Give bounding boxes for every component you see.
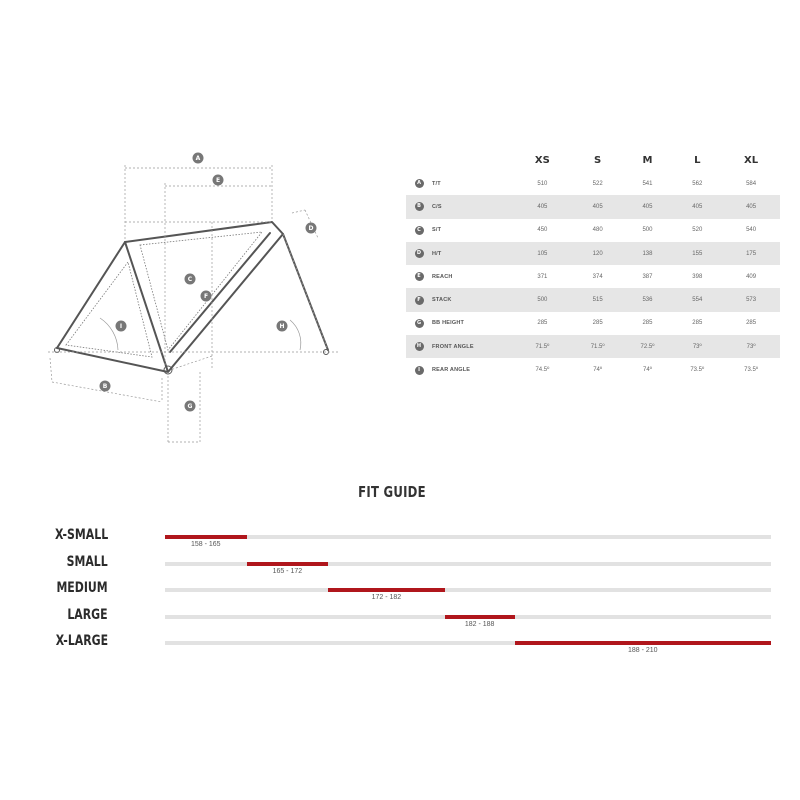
- dimension-label-h: H: [279, 323, 285, 331]
- row-parameter-name: STACK: [432, 288, 512, 311]
- row-value-cell: 405: [672, 195, 722, 218]
- fit-size-label: SMALL: [66, 553, 108, 570]
- size-column-xl: XL: [744, 154, 759, 166]
- row-value-cell: 72.5º: [623, 335, 673, 358]
- row-value-cell: 71.5º: [512, 335, 573, 358]
- row-value-cell: 536: [623, 288, 673, 311]
- row-value-cell: 73º: [722, 335, 780, 358]
- row-value-cell: 285: [692, 320, 703, 327]
- fit-range-bar: [515, 641, 771, 645]
- dimension-label-g: G: [187, 403, 193, 411]
- row-value-cell: 73.5º: [744, 367, 759, 374]
- row-value-cell: 71.5º: [573, 335, 623, 358]
- row-parameter-name: REAR ANGLE: [432, 367, 471, 374]
- fit-row: [0, 606, 800, 641]
- fit-range-bar: [445, 615, 515, 619]
- row-value-cell: 398: [692, 273, 703, 280]
- row-value-cell: 515: [573, 288, 623, 311]
- row-value-cell: 405: [722, 195, 780, 218]
- row-value-cell: 480: [592, 227, 603, 234]
- row-value-cell: 74º: [593, 367, 603, 374]
- row-value-cell: 584: [746, 180, 757, 187]
- fit-guide-title: FIT GUIDE: [358, 483, 426, 501]
- row-parameter-name: FRONT ANGLE: [432, 335, 512, 358]
- row-value-cell: 73.5º: [690, 367, 705, 374]
- dimension-marker-d: [306, 223, 317, 234]
- fit-track: [165, 535, 771, 548]
- geometry-row: [406, 219, 780, 242]
- row-value-cell: 387: [642, 273, 653, 280]
- geometry-row: [406, 312, 780, 335]
- fit-track: [165, 615, 771, 628]
- row-value-cell: 371: [537, 273, 548, 280]
- row-key-badge: B: [415, 202, 424, 211]
- row-key-badge: E: [415, 272, 424, 281]
- row-value-cell: 510: [537, 180, 548, 187]
- fit-track: [165, 641, 771, 654]
- row-parameter-name: BB HEIGHT: [432, 320, 465, 327]
- fit-range-bar: [328, 588, 445, 592]
- dimension-label-b: B: [102, 383, 108, 391]
- dimension-marker-f: [201, 291, 212, 302]
- row-value-cell: 500: [642, 227, 653, 234]
- row-key-badge: F: [415, 296, 424, 305]
- row-key-badge: C: [415, 226, 424, 235]
- geometry-table-body: [406, 172, 780, 382]
- geometry-row: [406, 335, 780, 358]
- fit-size-label: MEDIUM: [56, 580, 108, 596]
- row-value-cell: 522: [592, 180, 603, 187]
- fit-size-label: LARGE: [67, 606, 108, 623]
- dimension-label-e: E: [215, 177, 221, 185]
- dimension-marker-e: [213, 175, 224, 186]
- row-value-cell: 409: [746, 273, 757, 280]
- dimension-label-a: A: [195, 155, 201, 163]
- fit-row: [0, 580, 800, 614]
- size-column-l: L: [694, 154, 701, 166]
- row-value-cell: 520: [692, 227, 703, 234]
- dimension-label-c: C: [187, 276, 193, 284]
- fit-range-label: 158 - 165: [190, 541, 221, 548]
- row-key-badge: D: [415, 249, 424, 258]
- dimension-marker-g: [185, 401, 196, 412]
- fit-range-bar: [247, 562, 329, 566]
- row-key-badge: A: [415, 179, 424, 188]
- geometry-row: [406, 195, 780, 218]
- row-value-cell: 405: [512, 195, 573, 218]
- dimension-label-i: I: [119, 323, 123, 331]
- row-value-cell: 285: [642, 320, 653, 327]
- fit-range-label: 182 - 188: [464, 620, 495, 628]
- fit-range-label: 188 - 210: [628, 647, 658, 654]
- size-column-s: S: [594, 154, 602, 166]
- row-value-cell: 541: [642, 180, 653, 187]
- dimension-marker-h: [277, 321, 288, 332]
- row-value-cell: 405: [623, 195, 673, 218]
- row-value-cell: 374: [592, 273, 603, 280]
- row-value-cell: 155: [672, 242, 722, 265]
- row-value-cell: 554: [672, 288, 722, 311]
- row-value-cell: 74º: [643, 367, 652, 374]
- size-column-xs: XS: [534, 154, 550, 166]
- geometry-row: [406, 172, 780, 195]
- geometry-row: [406, 265, 780, 288]
- row-value-cell: 285: [537, 320, 548, 327]
- fit-row: [0, 527, 800, 561]
- row-value-cell: 285: [746, 320, 757, 327]
- size-column-m: M: [642, 154, 653, 166]
- fit-range-label: 172 - 182: [371, 594, 402, 601]
- row-key-badge: I: [415, 366, 424, 375]
- row-parameter-name: S/T: [432, 227, 442, 234]
- fit-row: [0, 633, 800, 667]
- row-parameter-name: C/S: [432, 195, 512, 218]
- row-value-cell: 105: [512, 242, 573, 265]
- row-value-cell: 175: [722, 242, 780, 265]
- row-key-badge: H: [415, 342, 424, 351]
- fit-size-label: X-SMALL: [54, 527, 108, 543]
- fit-track: [165, 588, 771, 601]
- row-parameter-name: H/T: [432, 242, 512, 265]
- row-parameter-name: REACH: [432, 273, 453, 280]
- fit-track: [165, 562, 771, 575]
- geometry-row: [406, 242, 780, 265]
- row-value-cell: 405: [573, 195, 623, 218]
- frame-geometry-diagram: [0, 0, 410, 460]
- dimension-marker-i: [116, 321, 127, 332]
- dimension-marker-a: [193, 153, 204, 164]
- geometry-table: [406, 148, 780, 382]
- row-value-cell: 73º: [672, 335, 722, 358]
- fit-range-bar: [165, 535, 247, 539]
- row-value-cell: 120: [573, 242, 623, 265]
- geometry-header-row: [406, 148, 780, 172]
- row-value-cell: 573: [722, 288, 780, 311]
- row-key-badge: G: [415, 319, 424, 328]
- row-value-cell: 500: [512, 288, 573, 311]
- fit-size-label: X-LARGE: [55, 633, 108, 649]
- row-value-cell: 285: [592, 320, 603, 327]
- dimension-label-d: D: [308, 225, 314, 233]
- dimension-marker-b: [100, 381, 111, 392]
- dimension-label-f: F: [203, 293, 209, 301]
- fit-range-label: 165 - 172: [272, 567, 303, 575]
- row-value-cell: 562: [692, 180, 703, 187]
- row-value-cell: 74.5º: [535, 367, 550, 374]
- dimension-marker-c: [185, 274, 196, 285]
- row-value-cell: 450: [537, 227, 548, 234]
- fit-row: [0, 553, 800, 588]
- row-parameter-name: T/T: [432, 180, 441, 187]
- geometry-row: [406, 358, 780, 381]
- row-value-cell: 138: [623, 242, 673, 265]
- row-value-cell: 540: [746, 227, 757, 234]
- geometry-row: [406, 288, 780, 311]
